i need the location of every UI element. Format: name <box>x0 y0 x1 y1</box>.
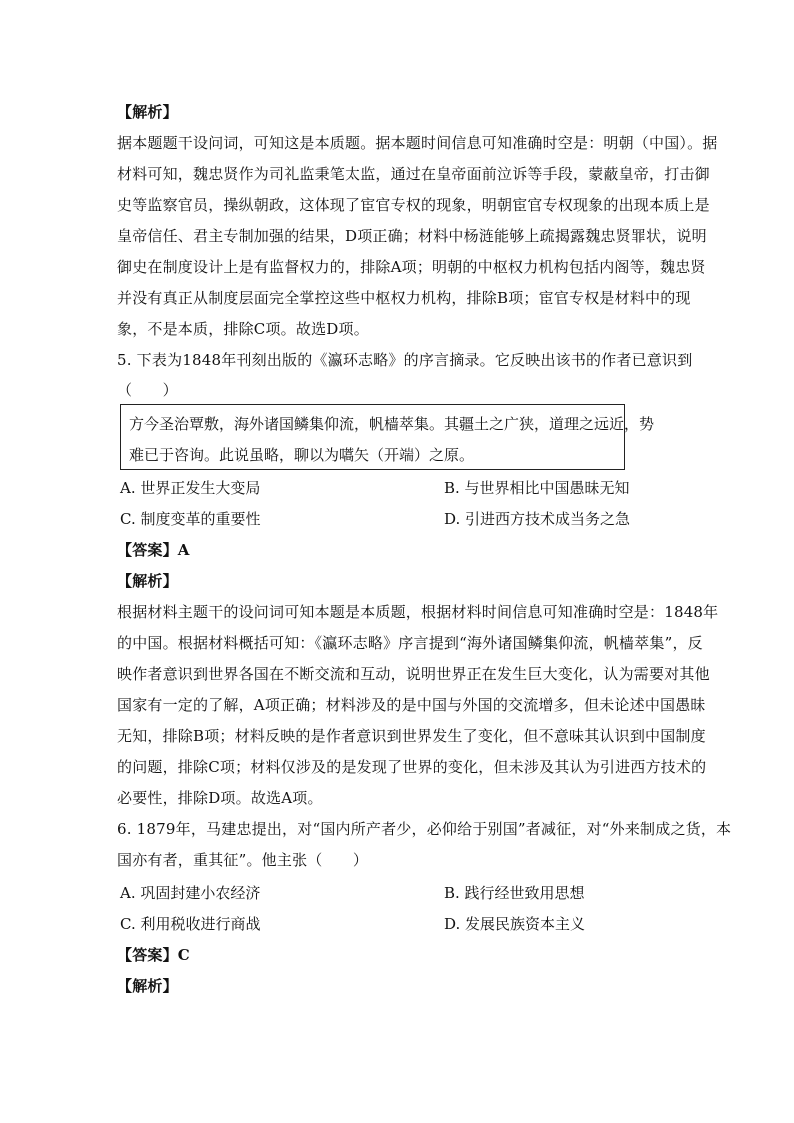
q5-analysis-line: 必要性，排除D项。故选A项。 <box>117 789 323 807</box>
q4-analysis-line: 皇帝信任、君主专制加强的结果，D项正确；材料中杨涟能够上疏揭露魏忠贤罪状，说明 <box>117 227 707 245</box>
q6-answer: 【答案】C <box>117 946 190 964</box>
q5-stem-line: 5. 下表为1848年刊刻出版的《瀛环志略》的序言摘录。它反映出该书的作者已意识到 <box>117 351 693 369</box>
q5-quote-line: 难已于咨询。此说虽略，聊以为嚆矢（开端）之原。 <box>129 446 475 464</box>
q5-analysis-line: 的问题，排除C项；材料仅涉及的是发现了世界的变化，但未涉及其认为引进西方技术的 <box>117 758 707 776</box>
q5-quote-box <box>120 404 655 470</box>
q4-analysis-line: 并没有真正从制度层面完全掌控这些中枢权力机构，排除B项；宦官专权是材料中的现 <box>117 289 691 307</box>
q4-analysis-label: 【解析】 <box>117 103 178 121</box>
q4-analysis-line: 史等监察官员，操纵朝政，这体现了宦官专权的现象，明朝宦官专权现象的出现本质上是 <box>117 196 710 214</box>
q6-option-c: C. 利用税收进行商战 <box>120 915 261 933</box>
q6-option-b: B. 践行经世致用思想 <box>444 884 585 902</box>
q5-stem-line: （ ） <box>117 381 178 399</box>
q4-analysis-line: 材料可知，魏忠贤作为司礼监秉笔太监，通过在皇帝面前泣诉等手段，蒙蔽皇帝，打击御 <box>117 165 710 183</box>
q5-analysis-label: 【解析】 <box>117 572 178 590</box>
q6-option-a: A. 巩固封建小农经济 <box>120 884 261 902</box>
q5-analysis-line: 无知，排除B项；材料反映的是作者意识到世界发生了变化，但不意味其认识到中国制度 <box>117 727 706 745</box>
q5-analysis-line: 的中国。根据材料概括可知：《瀛环志略》序言提到“海外诸国鳞集仰流，帆樯萃集”，反 <box>117 634 703 652</box>
q6-option-d: D. 发展民族资本主义 <box>444 915 586 933</box>
q5-option-a: A. 世界正发生大变局 <box>120 479 261 497</box>
q5-option-d: D. 引进西方技术成当务之急 <box>444 510 631 528</box>
q5-analysis-line: 映作者意识到世界各国在不断交流和互动，说明世界正在发生巨大变化，认为需要对其他 <box>117 665 710 683</box>
q6-stem-line: 6. 1879年，马建忠提出，对“国内所产者少，必仰给于别国”者减征，对“外来制成之货，本 <box>117 820 732 838</box>
q5-option-b: B. 与世界相比中国愚昧无知 <box>444 479 630 497</box>
q5-option-c: C. 制度变革的重要性 <box>120 510 261 528</box>
q5-analysis-line: 国家有一定的了解，A项正确；材料涉及的是中国与外国的交流增多，但未论述中国愚昧 <box>117 696 706 714</box>
q4-analysis-line: 御史在制度设计上是有监督权力的，排除A项；明朝的中枢权力机构包括内阁等，魏忠贤 <box>117 258 706 276</box>
q4-analysis-line: 象，不是本质，排除C项。故选D项。 <box>117 320 369 338</box>
q5-answer: 【答案】A <box>117 541 190 559</box>
q5-quote-line: 方今圣治覃敷，海外诸国鳞集仰流，帆樯萃集。其疆土之广狭，道理之远近，势 <box>129 415 655 433</box>
q5-analysis-line: 根据材料主题干的设问词可知本题是本质题，根据材料时间信息可知准确时空是：1848年 <box>117 603 719 621</box>
q6-stem-line: 国亦有者，重其征”。他主张（ ） <box>117 851 369 869</box>
q6-analysis-label: 【解析】 <box>117 977 178 995</box>
q4-analysis-line: 据本题题干设问词，可知这是本质题。据本题时间信息可知准确时空是：明朝（中国）。据 <box>117 134 718 152</box>
